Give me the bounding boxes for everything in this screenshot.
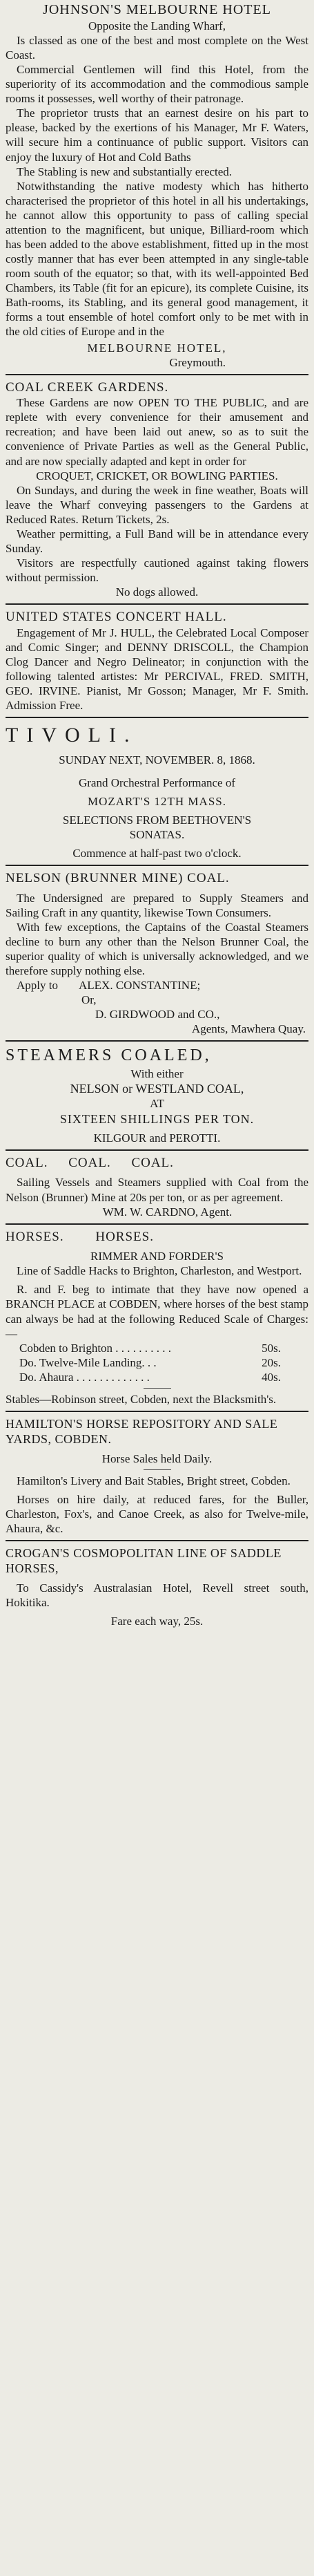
ad-signature: MELBOURNE HOTEL, [87,341,227,355]
ad-subtitle: Opposite the Landing Wharf, [88,19,226,32]
ad-melbourne-hotel [6,1,308,370]
rate-row [6,1341,308,1355]
ad-title: TIVOLI. [6,724,138,747]
rate-row [6,1355,308,1370]
rate-price: 40s. [262,1370,281,1384]
ad-line: AT [150,1097,164,1111]
ad-paragraph: Sailing Vessels and Steamers supplied with Coal from the Nelson (Brunner) Mine at 20s per ton, or as per agreement. [6,1176,308,1204]
ad-title: NELSON (BRUNNER MINE) COAL. [6,870,230,885]
agent-row [6,978,308,993]
divider [6,603,308,605]
ad-paragraph: Weather permitting, a Full Band will be in attendance every Sunday. [6,527,308,555]
ad-signature: WM. W. CARDNO, Agent. [102,1205,233,1219]
ad-coal-cardno [6,1155,308,1219]
ad-location: Greymouth. [169,355,226,369]
agent-name: D. GIRDWOOD and CO., [95,1008,220,1022]
ad-paragraph: The proprietor trusts that an earnest desire on his part to please, backed by the exertions of his Manager, Mr F. Waters, will secure him a continuance of public support. Visitors can enjoy the luxury of Hot and Cold Baths [6,106,308,164]
divider [6,1223,308,1225]
divider [6,717,308,718]
ad-note: No dogs allowed. [115,585,199,599]
rate-destination: Do. Ahaura . . . . . . . . . . . . . [19,1370,150,1384]
apply-label: Apply to [17,979,58,992]
ad-fare: Fare each way, 25s. [110,1614,204,1628]
ad-paragraph: Horses on hire daily, at reduced fares, for the Buller, Charleston, Fox's, and Canoe Creek, as also for Twelve-mile, Ahaura, &c. [6,1492,308,1535]
ad-paragraph: The Stabling is new and substantially erected. [17,164,233,178]
ad-line: With either [130,1067,184,1081]
ad-title: STEAMERS COALED, [6,1046,212,1065]
ad-nelson-coal [6,870,308,1036]
ad-title: HAMILTON'S HORSE REPOSITORY AND SALE YARDS, COBDEN. [6,1417,278,1447]
ad-steamers-coaled [6,1046,308,1145]
ad-line: NELSON or WESTLAND COAL, [70,1082,244,1096]
rate-price: 50s. [262,1341,281,1355]
ad-paragraph: Engagement of Mr J. HULL, the Celebrated Local Composer and Comic Singer; and DENNY DRISCOLL, the Champion Clog Dancer and Negro Delineator; in conjunction with the following talented artistes: Mr PERCIVAL, FRED. SMITH, GEO. IRVINE. Pianist, Mr Gosson; Manager, Mr F. Smith. Admission Free. [6,626,308,713]
ad-highlight: CROQUET, CRICKET, OR BOWLING PARTIES. [36,469,278,482]
ad-concert-hall [6,609,308,713]
divider [6,1149,308,1151]
short-divider [144,1388,171,1389]
short-divider [144,1469,171,1470]
ad-tivoli [6,722,308,861]
ad-crogan [6,1545,308,1628]
ad-title: COAL CREEK GARDENS. [6,379,169,395]
ad-line: RIMMER AND FORDER'S [90,1250,224,1263]
ad-title: JOHNSON'S MELBOURNE HOTEL [43,2,271,17]
ad-line: Commence at half-past two o'clock. [72,846,242,860]
ad-hamilton [6,1416,308,1536]
divider [6,865,308,866]
rate-row [6,1370,308,1384]
ad-paragraph: With few exceptions, the Captains of the Coastal Steamers decline to burn any other than the Nelson Brunner Coal, the superior quality of which is universally acknowledged, and we therefore supply nothing else. [6,920,308,977]
ad-paragraph: On Sundays, and during the week in fine weather, Boats will leave the Wharf conveying passengers to the Gardens at Reduced Rates. Return Tickets, 2s. [6,483,308,526]
divider [6,1040,308,1042]
ad-signature: KILGOUR and PEROTTI. [93,1131,221,1145]
ad-horses [6,1229,308,1407]
rate-price: 20s. [262,1355,281,1369]
ad-line: MOZART'S 12TH MASS. [88,794,226,808]
ad-title: COAL. COAL. COAL. [6,1155,174,1170]
divider [6,1540,308,1541]
ad-paragraph: These Gardens are now OPEN TO THE PUBLIC, and are replete with every convenience for their amusement and recreation; and have been laid out anew, so as to suit the convenience of Private Parties as well as the General Public, and are now specially adapted and kept in order for [6,396,308,468]
rate-destination: Do. Twelve-Mile Landing. . . [19,1355,157,1369]
ad-line: SONATAS. [129,827,185,841]
ad-paragraph: Notwithstanding the native modesty which has hitherto characterised the proprietor of this hotel in all his undertakings, he cannot allow this opportunity to pass of calling special attention to the magnificent, but unique, Billiard-room which has been added to the above establishment, fitted up in the most costly manner that has ever been attempted in any single-table room south of the equator; so that, with its well-appointed Bed Chambers, its Table (fit for an epicure), its complete Cuisine, its Bath-rooms, its Stabling, and its general good management, it forms a tout ensemble of hotel comfort only to be met with in the old cities of Europe and in the [6,179,308,339]
divider [6,374,308,375]
ad-paragraph: To Cassidy's Australasian Hotel, Revell street south, Hokitika. [6,1581,308,1609]
agent-address: Agents, Mawhera Quay. [191,1022,306,1036]
agent-name: ALEX. CONSTANTINE; [79,979,201,992]
ad-line: SIXTEEN SHILLINGS PER TON. [59,1111,255,1126]
ad-paragraph: R. and F. beg to intimate that they have now opened a BRANCH PLACE at COBDEN, where horses of the best stamp can always be had at the following Reduced Scale of Charges:— [6,1283,308,1340]
ad-title: UNITED STATES CONCERT HALL. [6,610,227,625]
ad-or: Or, [81,993,97,1007]
ad-line: SELECTIONS FROM BEETHOVEN'S [62,813,252,827]
ad-paragraph: Commercial Gentlemen will find this Hotel, from the superiority of its accommodation and the commodious sample rooms it possesses, well worthy of their patronage. [6,63,308,106]
ad-date: SUNDAY NEXT, NOVEMBER. 8, 1868. [59,753,255,767]
ad-coal-creek-gardens [6,379,308,600]
ad-paragraph: Visitors are respectfully cautioned against taking flowers without permission. [6,556,308,585]
ad-paragraph: Is classed as one of the best and most complete on the West Coast. [6,33,308,62]
ad-line: Horse Sales held Daily. [101,1451,213,1465]
ad-paragraph: The Undersigned are prepared to Supply Steamers and Sailing Craft in any quantity, likewise Town Consumers. [6,891,308,919]
ad-title: HORSES. HORSES. [6,1229,154,1244]
ad-paragraph: Hamilton's Livery and Bait Stables, Bright street, Cobden. [17,1474,291,1487]
ad-paragraph: Line of Saddle Hacks to Brighton, Charleston, and Westport. [17,1264,302,1278]
ad-title: CROGAN'S COSMOPOLITAN LINE OF SADDLE HORSES, [6,1546,282,1576]
divider [6,1411,308,1412]
rate-destination: Cobden to Brighton . . . . . . . . . . [19,1341,172,1355]
ad-line: Grand Orchestral Performance of [78,775,236,789]
ad-paragraph: Stables—Robinson street, Cobden, next the Blacksmith's. [6,1392,277,1406]
